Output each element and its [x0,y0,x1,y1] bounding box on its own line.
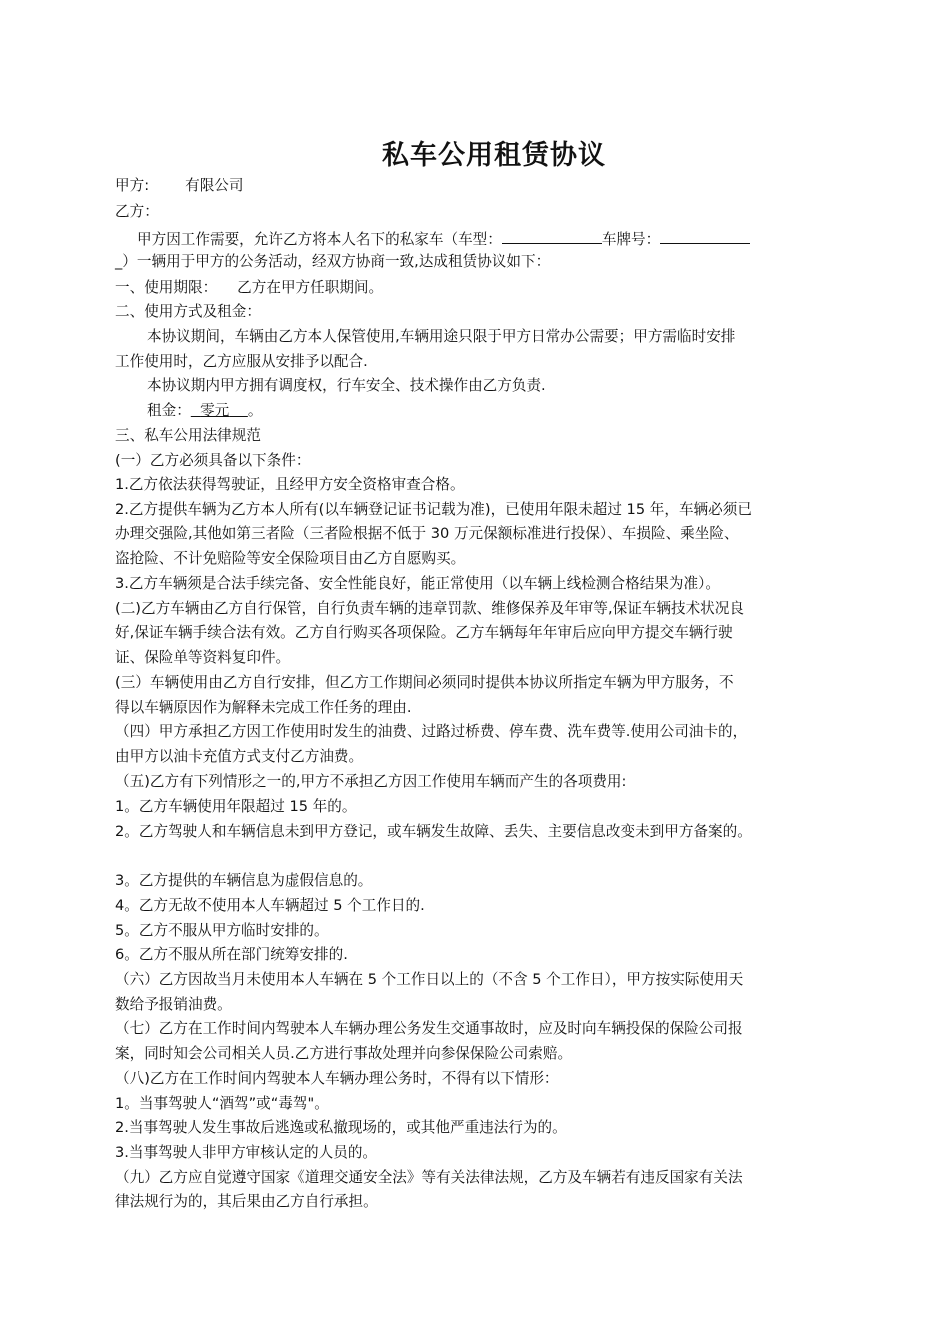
clause-1-heading: (一）乙方必须具备以下条件： [115,452,311,469]
rent-end: 。 [247,402,263,419]
clause-5-item-3: 3。乙方提供的车辆信息为虚假信息的。 [115,872,373,889]
clause-5-item-4: 4。乙方无故不使用本人车辆超过 5 个工作日的. [115,897,425,914]
clause-7-line-2: 案，同时知会公司相关人员.乙方进行事故处理并向参保保险公司索赔。 [115,1045,573,1062]
car-model-blank [502,226,602,244]
clause-8-item-3: 3.当事驾驶人非甲方审核认定的人员的。 [115,1144,378,1161]
clause-5-item-6: 6。乙方不服从所在部门统筹安排的. [115,946,348,963]
plate-number-blank [660,226,750,244]
clause-1-item-2-line-3: 盗抢险、不计免赔险等安全保险项目由乙方自愿购买。 [115,550,466,567]
clause-8-heading: （八)乙方在工作时间内驾驶本人车辆办理公务时，不得有以下情形： [115,1070,559,1087]
section-2-heading: 二、使用方式及租金： [115,303,261,320]
intro-text-a: 甲方因工作需要，允许乙方将本人名下的私家车（车型： [137,231,502,248]
clause-7-line-1: （七）乙方在工作时间内驾驶本人车辆办理公务发生交通事故时，应及时向车辆投保的保险公司报 [115,1020,743,1037]
clause-1-item-3: 3.乙方车辆须是合法手续完备、安全性能良好，能正常使用（以车辆上线检测合格结果为准）。 [115,575,720,592]
clause-2-line-1: (二)乙方车辆由乙方自行保管，自行负责车辆的违章罚款、维修保养及年审等,保证车辆技术状况良 [115,600,744,617]
usage-para-line-1: 本协议期间，车辆由乙方本人保管使用,车辆用途只限于甲方日常办公需要；甲方需临时安排 [147,328,736,345]
clause-6-line-1: （六）乙方因故当月未使用本人车辆在 5 个工作日以上的（不含 5 个工作日），甲方按实际使用天 [115,971,744,988]
clause-2-line-2: 好,保证车辆手续合法有效。乙方自行购买各项保险。乙方车辆每年年审后应向甲方提交车辆行驶 [115,624,733,641]
section-1-value: 乙方在甲方任职期间。 [237,279,384,296]
rent-value [191,402,248,419]
dispatch-para: 本协议期内甲方拥有调度权，行车安全、技术操作由乙方负责. [147,377,546,394]
rent-value-text: 零元 [200,402,230,419]
clause-4-line-2: 由甲方以油卡充值方式支付乙方油费。 [115,748,364,765]
document-title: 私车公用租赁协议 [382,140,606,171]
clause-5-item-2: 2。乙方驾驶人和车辆信息未到甲方登记，或车辆发生故障、丢失、主要信息改变未到甲方备案的。 [115,823,752,840]
party-a-name: 有限公司 [185,177,244,194]
intro-text-b: 车牌号： [601,231,661,248]
rent-line [147,400,262,422]
party-a-label: 甲方: [115,177,150,194]
party-a-line [115,175,244,197]
clause-1-item-2-line-1: 2.乙方提供车辆为乙方本人所有(以车辆登记证书记载为准)，已使用年限未超过 15 年，车辆必须已 [115,501,752,518]
intro-text-c: ）一辆用于甲方的公务活动，经双方协商一致,达成租赁协议如下： [122,253,551,270]
intro-line-1 [137,226,750,248]
clause-5-item-1: 1。乙方车辆使用年限超过 15 年的。 [115,798,357,815]
clause-8-item-2: 2.当事驾驶人发生事故后逃逸或私撤现场的，或其他严重违法行为的。 [115,1119,567,1136]
usage-para-line-2: 工作使用时，乙方应服从安排予以配合. [115,353,368,370]
section-1 [115,277,383,299]
clause-9-line-1: （九）乙方应自觉遵守国家《道理交通安全法》等有关法律法规，乙方及车辆若有违反国家有关法 [115,1169,743,1186]
intro-underscore: _ [115,253,123,270]
clause-3-line-1: (三）车辆使用由乙方自行安排，但乙方工作期间必须同时提供本协议所指定车辆为甲方服务，不 [115,674,734,691]
clause-2-line-3: 证、保险单等资料复印件。 [115,649,291,666]
clause-1-item-1: 1.乙方依法获得驾驶证，且经甲方安全资格审查合格。 [115,476,465,493]
intro-line-2 [115,251,550,273]
clause-6-line-2: 数给予报销油费。 [115,996,232,1013]
section-3-heading: 三、私车公用法律规范 [115,427,261,444]
clause-9-line-2: 律法规行为的，其后果由乙方自行承担。 [115,1193,378,1210]
clause-8-item-1: 1。当事驾驶人“酒驾”或“毒驾"。 [115,1095,329,1112]
clause-5-item-5: 5。乙方不服从甲方临时安排的。 [115,922,329,939]
clause-4-line-1: （四）甲方承担乙方因工作使用时发生的油费、过路过桥费、停车费、洗车费等.使用公司油卡的， [115,723,748,740]
clause-3-line-2: 得以车辆原因作为解释未完成工作任务的理由. [115,699,412,716]
section-1-label: 一、使用期限： [115,279,218,296]
rent-label: 租金： [147,402,191,419]
party-b-label: 乙方： [115,203,159,220]
clause-5-heading: （五)乙方有下列情形之一的,甲方不承担乙方因工作使用车辆而产生的各项费用: [115,773,627,790]
clause-1-item-2-line-2: 办理交强险,其他如第三者险（三者险根据不低于 30 万元保额标准进行投保）、车损险、乘坐险、 [115,525,739,542]
